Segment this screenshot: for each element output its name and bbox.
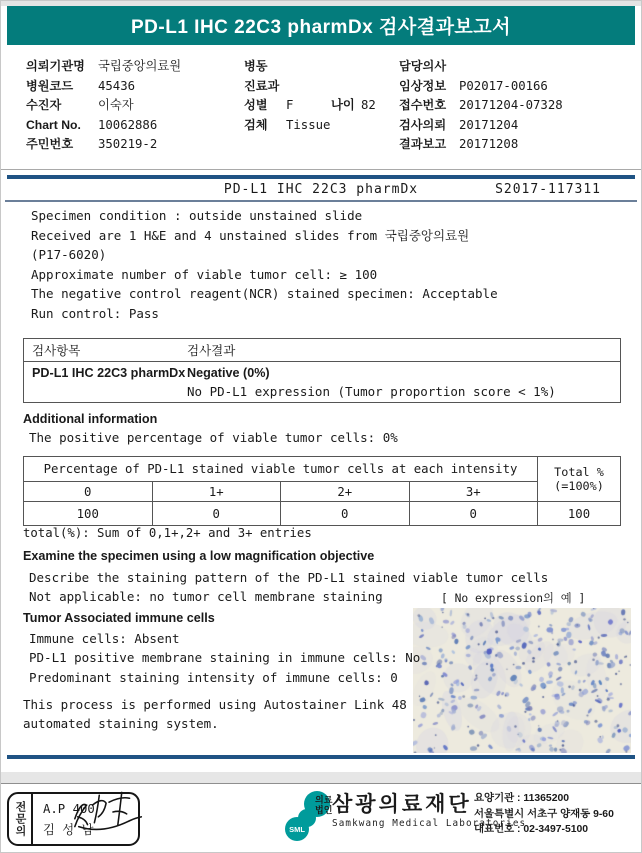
histology-caption: [ No expression의 예 ] [441,592,586,605]
patient-divider [1,169,641,170]
field-hospital-code: 병원코드 45436 [26,78,136,93]
pathologist-name: 김 성 남 [43,823,94,837]
immune-line: Predominant staining intensity of immune cells: 0 [29,669,398,685]
specimen-description [31,206,498,324]
report-title: PD-L1 IHC 22C3 pharmDx 검사결과보고서 [131,17,511,38]
rule-under-test [5,200,637,202]
immune-lines [29,629,420,687]
intensity-col-3plus: 3+ [410,482,539,502]
org-contact [474,791,614,838]
process-note [23,695,407,734]
field-department: 진료과 [244,78,280,93]
result-table [23,338,621,403]
patient-info-section [1,51,641,169]
org-name: 삼광의료재단 [332,793,472,816]
result-table-header [24,339,620,362]
intensity-span-header: Percentage of PD-L1 stained viable tumor cells at each intensity [24,457,538,482]
field-sex-age: 성별 F 나이 82 [244,98,376,113]
field-resident-no: 주민번호 350219-2 [26,137,158,152]
result-value: Negative (0%) [187,366,270,380]
footer-divider-band [1,772,641,784]
intensity-val-0: 100 [24,502,153,525]
field-specimen-type: 검체 Tissue [244,117,331,132]
examine-line: Not applicable: no tumor cell membrane staining [29,589,383,605]
specimen-number: S2017-117311 [495,182,601,197]
intensity-val-2plus: 0 [281,502,410,525]
patient-col-left [26,57,181,155]
intensity-val-1plus: 0 [153,502,282,525]
patient-col-right [399,57,563,155]
org-subtitle: Samkwang Medical Laboratories [332,818,527,829]
result-table-row [24,362,620,383]
intensity-col-1plus: 1+ [153,482,282,502]
body-line: Approximate number of viable tumor cell: ≥ 100 [31,266,378,282]
org-prefix: 의료 법인 [315,795,333,815]
sign-box-label: 전문의 [9,794,33,844]
test-name: PD-L1 IHC 22C3 pharmDx [223,182,419,197]
field-chart-no: Chart No. 10062886 [26,117,158,132]
test-header-row [7,181,635,198]
field-institution: 의뢰기관명 국립중앙의료원 [26,59,182,73]
intensity-col-2plus: 2+ [281,482,410,502]
footer [1,785,641,853]
field-report-date: 결과보고 20171208 [399,137,519,152]
field-accession-no: 접수번호 20171204-07328 [399,98,563,113]
field-patient-name: 수진자 이숙자 [26,98,134,113]
body-line: The negative control reagent(NCR) stained specimen: Acceptable [31,286,498,302]
examine-heading: Examine the specimen using a low magnification objective [23,549,375,563]
body-line: Run control: Pass [31,305,159,321]
intensity-table [23,456,621,526]
additional-info-heading: Additional information [23,412,158,426]
pathologist-code: A.P 400 [43,802,95,816]
contact-line-address: 서울특별시 서초구 양재동 9-60 [474,808,614,820]
contact-line-institution: 요양기관 : 11365200 [474,793,570,804]
patient-col-middle [244,57,376,135]
pathologist-sign-box [7,792,140,846]
process-line: automated staining system. [23,716,219,732]
col-header-item: 검사항목 [32,343,81,358]
signature-icon [67,784,155,836]
result-item: PD-L1 IHC 22C3 pharmDx [32,366,186,380]
field-ward: 병동 [244,59,268,73]
field-doctor: 담당의사 [399,59,447,73]
body-line: Specimen condition : outside unstained slide [31,208,363,223]
histology-image [413,608,631,753]
examine-line: Describe the staining pattern of the PD-L1 stained viable tumor cells [29,570,549,585]
col-header-result: 검사결과 [187,343,236,358]
rule-bottom [7,755,635,759]
intensity-total-header: Total % (=100%) [538,457,620,502]
immune-heading: Tumor Associated immune cells [23,611,215,625]
table-footnote: total(%): Sum of 0,1+,2+ and 3+ entries [23,526,312,540]
intensity-total-value: 100 [567,506,591,521]
contact-line-phone: 대표번호 : 02-3497-5100 [474,824,589,836]
field-clinical-info: 임상정보 P02017-00166 [399,78,548,93]
svg-text:SML: SML [289,825,305,834]
result-note: No PD-L1 expression (Tumor proportion score < 1%) [187,384,556,399]
process-line: This process is performed using Autostainer Link 48 [23,697,407,712]
body-line: Received are 1 H&E and 4 unstained slides from 국립중앙의료원 [31,227,470,243]
intensity-col-0: 0 [24,482,153,502]
field-request-date: 검사의뢰 20171204 [399,117,519,132]
report-title-bar [7,6,635,45]
intensity-val-3plus: 0 [410,502,539,525]
additional-info-line: The positive percentage of viable tumor cells: 0% [29,430,398,445]
immune-line: PD-L1 positive membrane staining in immune cells: No [29,650,421,666]
immune-line: Immune cells: Absent [29,631,180,646]
body-line: (P17-6020) [31,247,107,263]
rule-top [7,175,635,179]
